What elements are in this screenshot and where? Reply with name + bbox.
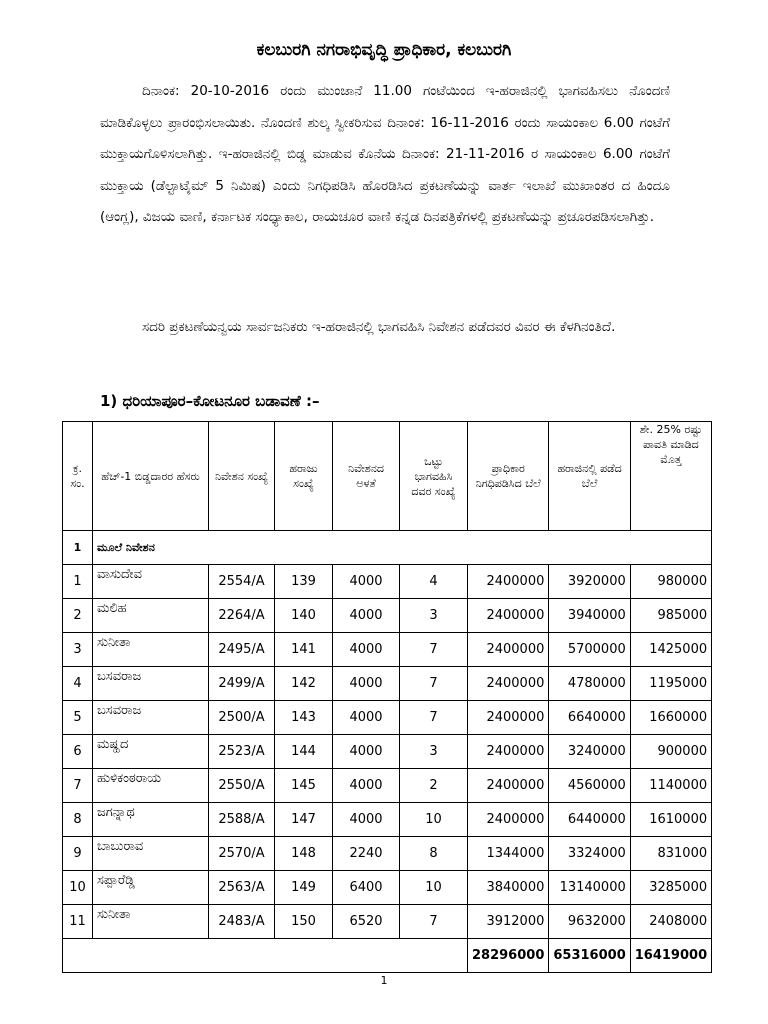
- cell-amount-paid: 1425000: [630, 633, 711, 667]
- cell-auction-number: 140: [275, 599, 333, 633]
- cell-serial: 8: [63, 803, 93, 837]
- cell-auction-number: 141: [275, 633, 333, 667]
- cell-amount-paid: 1140000: [630, 769, 711, 803]
- cell-bidder-name: ವಾಸುದೇವ: [93, 565, 209, 599]
- cell-amount-paid: 1610000: [630, 803, 711, 837]
- cell-total-bidders: 2: [400, 769, 468, 803]
- cell-site-size: 4000: [333, 735, 400, 769]
- cell-fixed-price: 2400000: [468, 599, 549, 633]
- header-serial: ಕ್ರ. ಸಂ.: [63, 422, 93, 531]
- cell-auction-price: 3940000: [549, 599, 630, 633]
- header-auction-number: ಹರಾಜು ಸಂಖ್ಯೆ: [275, 422, 333, 531]
- cell-fixed-price: 3840000: [468, 871, 549, 905]
- cell-site-number: 2500/A: [209, 701, 275, 735]
- table-row: [63, 667, 712, 701]
- cell-serial: 9: [63, 837, 93, 871]
- cell-auction-number: 143: [275, 701, 333, 735]
- cell-total-bidders: 10: [400, 871, 468, 905]
- table-row: [63, 769, 712, 803]
- header-site-size: ನಿವೇಶನದ ಅಳತೆ: [333, 422, 400, 531]
- auction-results-table: [62, 421, 712, 973]
- cell-total-bidders: 10: [400, 803, 468, 837]
- cell-bidder-name: ಮಲಿಹ: [93, 599, 209, 633]
- header-total-bidders: ಒಟ್ಟು ಭಾಗವಹಿಸಿ ದವರ ಸಂಖ್ಯೆ: [400, 422, 468, 531]
- cell-amount-paid: 831000: [630, 837, 711, 871]
- category-number: 1: [63, 531, 93, 565]
- details-paragraph: ಸದರಿ ಪ್ರಕಟಣೆಯನ್ವಯ ಸಾರ್ವಜನಿಕರು ಇ-ಹರಾಜಿನಲ್ಲಿ ಭಾಗವಹಿಸಿ ನಿವೇಶನ ಪಡೆದವರ ವಿವರ ಈ ಕೆಳಗಿನಂತಿದೆ.: [142, 319, 616, 335]
- cell-amount-paid: 2408000: [630, 905, 711, 939]
- header-auction-price: ಹರಾಜಿನಲ್ಲಿ ಪಡೆದ ಬೆಲೆ: [549, 422, 630, 531]
- cell-total-bidders: 4: [400, 565, 468, 599]
- page-number: 1: [380, 974, 388, 987]
- cell-serial: 2: [63, 599, 93, 633]
- cell-site-size: 6520: [333, 905, 400, 939]
- cell-serial: 1: [63, 565, 93, 599]
- cell-serial: 6: [63, 735, 93, 769]
- cell-auction-number: 148: [275, 837, 333, 871]
- totals-blank: [63, 939, 468, 973]
- cell-auction-price: 9632000: [549, 905, 630, 939]
- cell-site-number: 2483/A: [209, 905, 275, 939]
- cell-auction-number: 145: [275, 769, 333, 803]
- cell-site-size: 4000: [333, 701, 400, 735]
- cell-site-size: 4000: [333, 769, 400, 803]
- table-row: [63, 633, 712, 667]
- cell-site-size: 4000: [333, 565, 400, 599]
- cell-fixed-price: 3912000: [468, 905, 549, 939]
- cell-site-number: 2499/A: [209, 667, 275, 701]
- cell-site-number: 2523/A: [209, 735, 275, 769]
- cell-total-bidders: 7: [400, 701, 468, 735]
- cell-fixed-price: 2400000: [468, 769, 549, 803]
- total-amount-paid: 16419000: [630, 939, 711, 973]
- total-auction-price: 65316000: [549, 939, 630, 973]
- cell-serial: 10: [63, 871, 93, 905]
- cell-total-bidders: 8: [400, 837, 468, 871]
- cell-site-size: 4000: [333, 599, 400, 633]
- header-fixed-price: ಪ್ರಾಧಿಕಾರ ನಿಗಧಿಪಡಿಸಿದ ಬೆಲೆ: [468, 422, 549, 531]
- table-row: [63, 905, 712, 939]
- cell-bidder-name: ಬಾಬುರಾವ: [93, 837, 209, 871]
- table-row: [63, 565, 712, 599]
- cell-auction-number: 139: [275, 565, 333, 599]
- table-row: [63, 803, 712, 837]
- table-row: [63, 837, 712, 871]
- cell-site-number: 2563/A: [209, 871, 275, 905]
- cell-serial: 7: [63, 769, 93, 803]
- cell-site-size: 4000: [333, 633, 400, 667]
- document-title: ಕಲಬುರಗಿ ನಗರಾಭಿವೃದ್ಧಿ ಪ್ರಾಧಿಕಾರ, ಕಲಬುರಗಿ: [256, 40, 512, 60]
- cell-site-number: 2264/A: [209, 599, 275, 633]
- cell-fixed-price: 2400000: [468, 701, 549, 735]
- cell-bidder-name: ಮಷ್ಹದ: [93, 735, 209, 769]
- cell-site-size: 4000: [333, 667, 400, 701]
- category-row: [63, 531, 712, 565]
- cell-auction-number: 144: [275, 735, 333, 769]
- cell-site-size: 6400: [333, 871, 400, 905]
- cell-fixed-price: 2400000: [468, 735, 549, 769]
- cell-site-number: 2570/A: [209, 837, 275, 871]
- table-header-row: [63, 422, 712, 531]
- cell-total-bidders: 7: [400, 905, 468, 939]
- cell-serial: 5: [63, 701, 93, 735]
- table-row: [63, 599, 712, 633]
- table-row: [63, 871, 712, 905]
- cell-auction-number: 149: [275, 871, 333, 905]
- cell-bidder-name: ಸುನೀತಾ: [93, 633, 209, 667]
- header-bidder-name: ಹೆಚ್-1 ಬಿಡ್ಡದಾರರ ಹೆಸರು: [93, 422, 209, 531]
- cell-total-bidders: 7: [400, 667, 468, 701]
- cell-auction-number: 150: [275, 905, 333, 939]
- cell-amount-paid: 1195000: [630, 667, 711, 701]
- cell-fixed-price: 2400000: [468, 633, 549, 667]
- cell-amount-paid: 3285000: [630, 871, 711, 905]
- totals-row: [63, 939, 712, 973]
- total-fixed-price: 28296000: [468, 939, 549, 973]
- cell-site-size: 2240: [333, 837, 400, 871]
- cell-total-bidders: 7: [400, 633, 468, 667]
- cell-site-number: 2588/A: [209, 803, 275, 837]
- cell-total-bidders: 3: [400, 735, 468, 769]
- cell-auction-price: 5700000: [549, 633, 630, 667]
- cell-bidder-name: ಬಸವರಾಜ: [93, 667, 209, 701]
- cell-auction-price: 3920000: [549, 565, 630, 599]
- cell-fixed-price: 2400000: [468, 667, 549, 701]
- cell-amount-paid: 900000: [630, 735, 711, 769]
- cell-bidder-name: ಸುನೀತಾ: [93, 905, 209, 939]
- cell-site-number: 2554/A: [209, 565, 275, 599]
- cell-auction-price: 3240000: [549, 735, 630, 769]
- cell-site-number: 2495/A: [209, 633, 275, 667]
- cell-fixed-price: 1344000: [468, 837, 549, 871]
- cell-amount-paid: 985000: [630, 599, 711, 633]
- cell-serial: 3: [63, 633, 93, 667]
- cell-bidder-name: ಹುಳಿಕಂಠರಾಯ: [93, 769, 209, 803]
- cell-site-size: 4000: [333, 803, 400, 837]
- cell-serial: 11: [63, 905, 93, 939]
- cell-auction-price: 6440000: [549, 803, 630, 837]
- cell-fixed-price: 2400000: [468, 803, 549, 837]
- header-amount-paid: ಶೇ. 25% ರಷ್ಟು ಪಾವತಿ ಮಾಡಿದ ಮೊತ್ತ: [630, 422, 711, 531]
- table-row: [63, 735, 712, 769]
- cell-auction-price: 13140000: [549, 871, 630, 905]
- cell-amount-paid: 1660000: [630, 701, 711, 735]
- cell-site-number: 2550/A: [209, 769, 275, 803]
- intro-paragraph: ದಿನಾಂಕ: 20-10-2016 ರಂದು ಮುಂಜಾನೆ 11.00 ಗಂಟೆಯಿಂದ ಇ-ಹರಾಜಿನಲ್ಲಿ ಭಾಗವಹಿಸಲು ನೊಂದಣಿ ಮಾಡಿಕೊಳ್ಳಲು ಪ್ರಾರಂಭಿಸಲಾಯಿತು. ನೊಂದಣಿ ಶುಲ್ಕ ಸ್ವೀಕರಿಸುವ ದಿನಾಂಕ: 16-11-2016 ರಂದು ಸಾಯಂಕಾಲ 6.00 ಗಂಟೆಗೆ ಮುಕ್ತಾಯಗೊಳಿಸಲಾಗಿತ್ತು. ಇ-ಹರಾಜಿನಲ್ಲಿ ಬಿಡ್ಡ ಮಾಡುವ ಕೊನೆಯ ದಿನಾಂಕ: 21-11-2016 ರ ಸಾಯಂಕಾಲ 6.00 ಗಂಟೆಗೆ ಮುಕ್ತಾಯ (ಡೆಲ್ಟಾಟೈಮ್ 5 ನಿಮಿಷ) ಎಂದು ನಿಗಧಿಪಡಿಸಿ ಹೊರಡಿಸಿದ ಪ್ರಕಟಣೆಯನ್ನು ವಾರ್ತ ಇಲಾಖೆ ಮುಖಾಂತರ ದ ಹಿಂದೂ (ಆಂಗ್ಲ), ವಿಜಯ ವಾಣಿ, ಕರ್ನಾಟಕ ಸಂಧ್ಯಾಕಾಲ, ರಾಯಚೂರ ವಾಣಿ ಕನ್ನಡ ದಿನಪತ್ರಿಕೆಗಳಲ್ಲಿ ಪ್ರಕಟಣೆಯನ್ನು ಪ್ರಚೂರಪಡಿಸಲಾಗಿತ್ತು.: [100, 83, 670, 225]
- cell-amount-paid: 980000: [630, 565, 711, 599]
- cell-bidder-name: ಜಗನ್ನಾಥ: [93, 803, 209, 837]
- cell-auction-price: 4560000: [549, 769, 630, 803]
- cell-total-bidders: 3: [400, 599, 468, 633]
- cell-auction-number: 142: [275, 667, 333, 701]
- header-site-number: ನಿವೇಶನ ಸಂಖ್ಯೆ: [209, 422, 275, 531]
- cell-serial: 4: [63, 667, 93, 701]
- cell-fixed-price: 2400000: [468, 565, 549, 599]
- table-row: [63, 701, 712, 735]
- cell-auction-price: 6640000: [549, 701, 630, 735]
- section-heading: 1) ಧರಿಯಾಪೂರ–ಕೋಟನೂರ ಬಡಾವಣೆ :–: [100, 392, 320, 410]
- cell-bidder-name: ಬಸವರಾಜ: [93, 701, 209, 735]
- category-label: ಮೂಲೆ ನಿವೇಶನ: [93, 531, 712, 565]
- cell-auction-price: 4780000: [549, 667, 630, 701]
- cell-bidder-name: ಸಪ್ಪಾರೆಡ್ಡಿ: [93, 871, 209, 905]
- cell-auction-number: 147: [275, 803, 333, 837]
- cell-auction-price: 3324000: [549, 837, 630, 871]
